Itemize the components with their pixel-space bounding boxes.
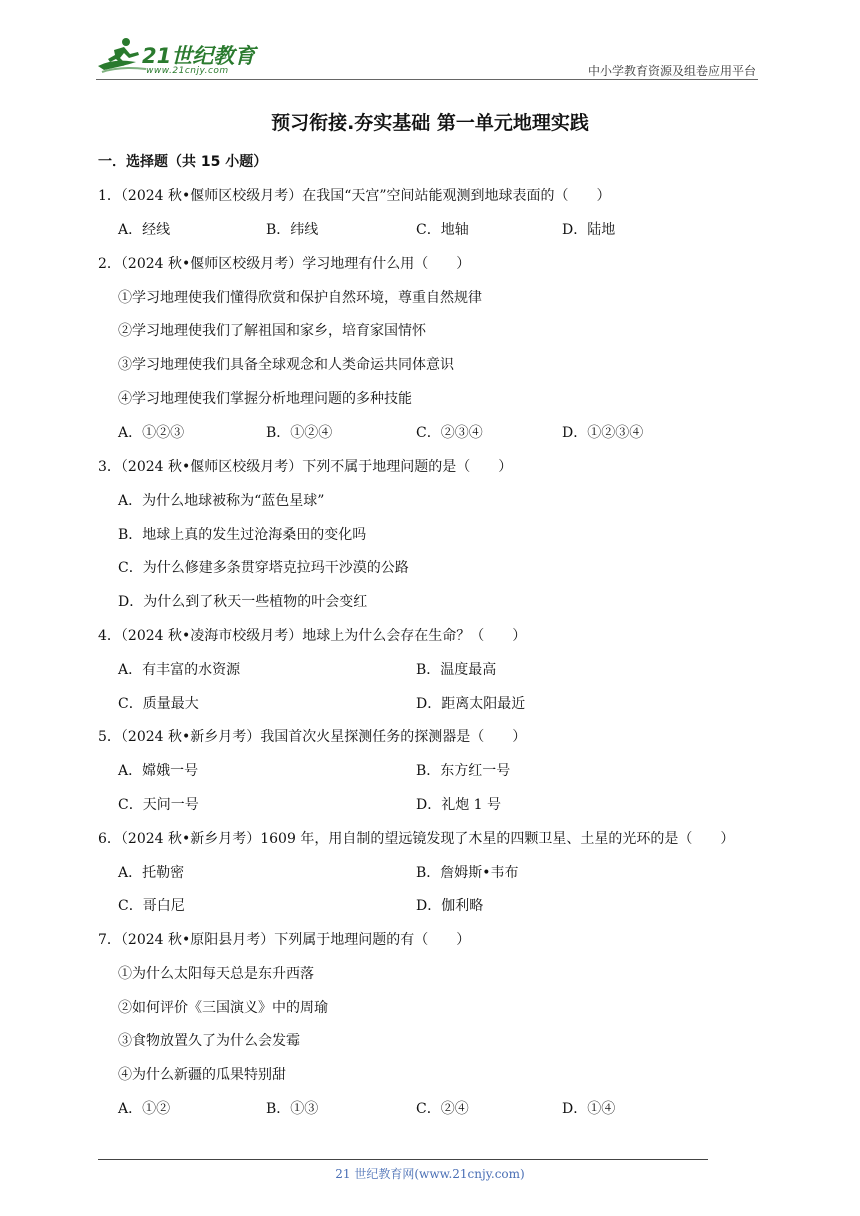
page-header xyxy=(96,36,756,80)
question-4-option-d: D．距离太阳最近 xyxy=(416,696,526,712)
question-7-option-a: A．①② xyxy=(118,1101,171,1117)
question-5-option-a: A．嫦娥一号 xyxy=(118,763,199,779)
question-7-option-d: D．①④ xyxy=(562,1101,616,1117)
question-6-option-d: D．伽利略 xyxy=(416,898,484,914)
question-6-option-b: B．詹姆斯•韦布 xyxy=(416,865,519,881)
header-divider xyxy=(96,79,758,80)
question-6-option-c: C．哥白尼 xyxy=(118,898,185,914)
question-4-option-a: A．有丰富的水资源 xyxy=(118,662,241,678)
question-1-option-c: C．地轴 xyxy=(416,222,469,238)
footer-text: 21 世纪教育网(www.21cnjy.com) xyxy=(335,1167,525,1181)
question-2-option-b: B．①②④ xyxy=(266,425,333,441)
question-5-option-b: B．东方红一号 xyxy=(416,763,511,779)
question-3-option-c: C．为什么修建多条贯穿塔克拉玛干沙漠的公路 xyxy=(118,560,409,576)
page-title: 预习衔接.夯实基础 第一单元地理实践 xyxy=(271,112,589,134)
question-4-stem: 4．（2024 秋•凌海市校级月考）地球上为什么会存在生命？（ ） xyxy=(98,628,527,644)
question-5-stem: 5．（2024 秋•新乡月考）我国首次火星探测任务的探测器是（ ） xyxy=(98,729,527,745)
question-2-option-a: A．①②③ xyxy=(118,425,185,441)
question-7-option-b: B．①③ xyxy=(266,1101,319,1117)
question-2-stem: 2．（2024 秋•偃师区校级月考）学习地理有什么用（ ） xyxy=(98,256,471,272)
question-7-item-2: ②如何评价《三国演义》中的周瑜 xyxy=(118,1000,328,1016)
question-2-item-1: ①学习地理使我们懂得欣赏和保护自然环境，尊重自然规律 xyxy=(118,290,482,306)
question-1-option-a: A．经线 xyxy=(118,222,171,238)
question-7-item-3: ③食物放置久了为什么会发霉 xyxy=(118,1033,300,1049)
platform-name: 中小学教育资源及组卷应用平台 xyxy=(587,64,756,78)
question-7-option-c: C．②④ xyxy=(416,1101,469,1117)
question-4-option-b: B．温度最高 xyxy=(416,662,497,678)
logo-text: 21世纪教育 xyxy=(142,44,256,68)
question-2-item-2: ②学习地理使我们了解祖国和家乡，培育家国情怀 xyxy=(118,323,426,339)
question-5-option-c: C．天问一号 xyxy=(118,797,199,813)
question-6-option-a: A．托勒密 xyxy=(118,865,185,881)
question-1-stem: 1．（2024 秋•偃师区校级月考）在我国“天宫”空间站能观测到地球表面的（ ） xyxy=(98,188,611,204)
footer-divider xyxy=(98,1159,708,1160)
question-5-option-d: D．礼炮 1 号 xyxy=(416,797,502,813)
question-3-option-b: B．地球上真的发生过沧海桑田的变化吗 xyxy=(118,527,367,543)
question-2-item-3: ③学习地理使我们具备全球观念和人类命运共同体意识 xyxy=(118,357,454,373)
question-4-option-c: C．质量最大 xyxy=(118,696,199,712)
question-6-stem: 6．（2024 秋•新乡月考）1609 年，用自制的望远镜发现了木星的四颗卫星、土星的光环的是（ ） xyxy=(98,831,735,847)
question-7-item-1: ①为什么太阳每天总是东升西落 xyxy=(118,966,314,982)
question-2-item-4: ④学习地理使我们掌握分析地理问题的多种技能 xyxy=(118,391,412,407)
question-2-option-c: C．②③④ xyxy=(416,425,483,441)
question-1-option-d: D．陆地 xyxy=(562,222,616,238)
question-3-stem: 3．（2024 秋•偃师区校级月考）下列不属于地理问题的是（ ） xyxy=(98,459,513,475)
question-2-option-d: D．①②③④ xyxy=(562,425,644,441)
section-heading: 一．选择题（共 15 小题） xyxy=(98,154,268,170)
question-7-stem: 7．（2024 秋•原阳县月考）下列属于地理问题的有（ ） xyxy=(98,932,471,948)
question-3-option-a: A．为什么地球被称为“蓝色星球” xyxy=(118,493,325,509)
question-1-option-b: B．纬线 xyxy=(266,222,319,238)
question-3-option-d: D．为什么到了秋天一些植物的叶会变红 xyxy=(118,594,368,610)
logo-url: www.21cnjy.com xyxy=(146,66,229,76)
logo xyxy=(96,36,266,80)
question-7-item-4: ④为什么新疆的瓜果特别甜 xyxy=(118,1067,286,1083)
